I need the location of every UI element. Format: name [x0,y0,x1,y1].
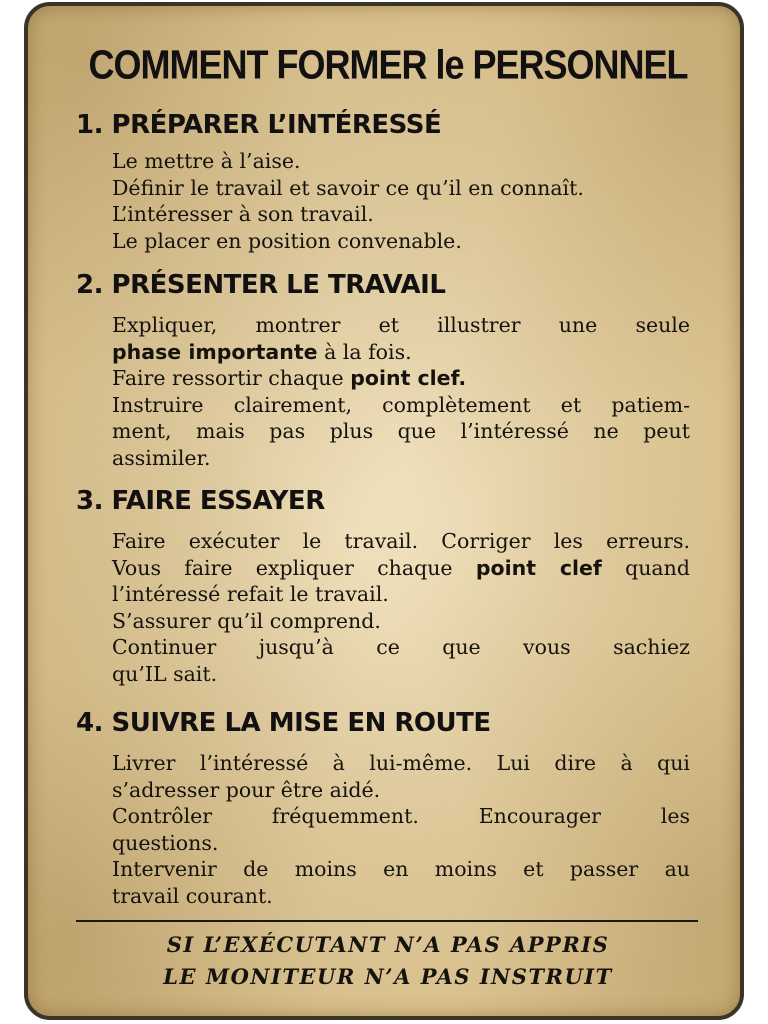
card-title: COMMENT FORMER le PERSONNEL [88,41,688,88]
section-2-line-5: ment, mais pas plus que l’intéressé ne peut [112,419,690,443]
section-2-line-1: Expliquer, montrer et illustrer une seule [112,313,690,337]
phase-importante-emphasis: phase importante [112,339,318,364]
section-1-line-4: Le placer en position convenable. [112,228,462,253]
section-4-body [112,750,690,909]
section-3-line-6: qu’IL sait. [112,661,218,686]
section-4-line-1: Livrer l’intéressé à lui-même. Lui dire à qui [112,751,690,775]
section-3-line-2-end: quand [625,555,690,580]
section-3-line-3: l’intéressé refait le travail. [112,582,389,606]
section-4-line-6: travail courant. [112,883,273,908]
section-3-line-2 [112,555,690,582]
section-1-line-3: L’intéresser à son travail. [112,202,374,226]
section-1-line-1: Le mettre à l’aise. [112,149,301,173]
section-3-body [112,528,690,687]
section-4-line-3: Contrôler fréquemment. Encourager les [112,804,690,828]
section-2-line-6: assimiler. [112,445,211,470]
section-1-line-2: Définir le travail et savoir ce qu’il en connaît. [112,175,584,200]
section-3-line-5: Continuer jusqu’à ce que vous sachiez [112,635,690,659]
footer-line-1: SI L’EXÉCUTANT N’A PAS APPRIS [166,932,610,957]
point-clef-emphasis: point clef. [350,366,467,390]
section-3-line-2-start: Vous faire expliquer chaque [112,555,453,580]
section-2-line-3-start: Faire ressortir chaque [112,366,344,390]
section-3-line-1: Faire exécuter le travail. Corriger les erreurs. [112,529,690,553]
section-4-line-2: s’adresser pour être aidé. [112,777,381,802]
section-2-body [112,312,690,471]
section-1-body [112,148,690,254]
instruction-card [24,2,744,1020]
section-3-heading: 3. FAIRE ESSAYER [76,486,325,516]
section-4-heading: 4. SUIVRE LA MISE EN ROUTE [76,708,491,738]
point-clef-emphasis-2: point clef [475,555,602,580]
section-2-line-4: Instruire clairement, complètement et patiem- [112,392,690,417]
section-2-line-2 [112,339,690,366]
section-2-line-2-rest: à la fois. [324,339,412,364]
section-4-line-5: Intervenir de moins en moins et passer au [112,857,690,881]
section-1-heading: 1. PRÉPARER L’INTÉRESSÉ [76,110,442,140]
section-2-heading: 2. PRÉSENTER LE TRAVAIL [76,270,446,300]
section-2-line-3 [112,365,690,392]
section-4-line-4: questions. [112,830,219,855]
footer-line-2: LE MONITEUR N’A PAS INSTRUIT [163,964,613,989]
footer-divider [76,920,698,922]
section-3-line-4: S’assurer qu’il comprend. [112,608,381,633]
